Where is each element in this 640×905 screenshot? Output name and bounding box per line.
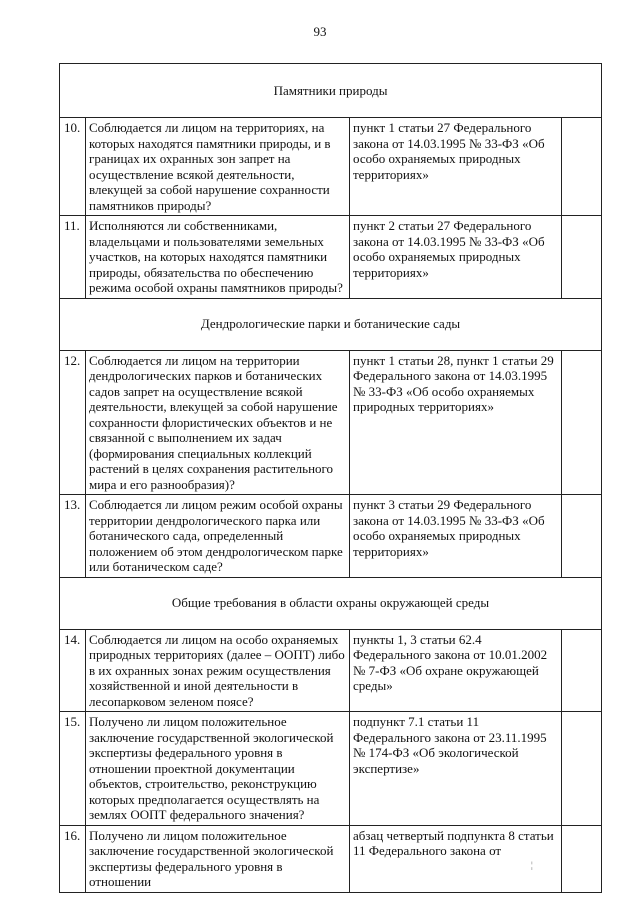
empty-cell bbox=[562, 216, 602, 299]
row-number: 12. bbox=[60, 350, 86, 495]
requirement-question: Соблюдается ли лицом на территориях, на которых находятся памятники природы, и в границах их охранных зон запрет на осуществление всякой деятельности, влекущей за собой нарушение сохранности памятников природы? bbox=[86, 118, 350, 216]
legal-reference: пункт 3 статьи 29 Федерального закона от 14.03.1995 № 33-ФЗ «Об особо охраняемых природных территориях» bbox=[350, 495, 562, 578]
legal-reference: пункт 2 статьи 27 Федерального закона от 14.03.1995 № 33-ФЗ «Об особо охраняемых природных территориях» bbox=[350, 216, 562, 299]
inspection-checklist-table bbox=[59, 63, 602, 893]
requirement-question: Соблюдается ли лицом режим особой охраны территории дендрологического парка или ботанического сада, определенный положением об этом дендрологическом парке или ботаническом саде? bbox=[86, 495, 350, 578]
legal-reference: подпункт 7.1 статьи 11 Федерального закона от 23.11.1995 № 174-ФЗ «Об экологической экспертизе» bbox=[350, 712, 562, 826]
requirement-question: Получено ли лицом положительное заключение государственной экологической экспертизы федерального уровня в отношении проектной документации объектов, строительство, реконструкцию которых предполагается осуществлять на землях ООПТ федерального значения? bbox=[86, 712, 350, 826]
row-number: 13. bbox=[60, 495, 86, 578]
section-header-row bbox=[60, 64, 602, 118]
requirement-question: Соблюдается ли лицом на территории дендрологических парков и ботанических садов запрет на осуществление всякой деятельности, влекущей за собой нарушение сохранности флористических объектов и не связанной с выполнением их задач (формирования специальных коллекций растений в целях сохранения растительного мира и его разнообразия)? bbox=[86, 350, 350, 495]
empty-cell bbox=[562, 350, 602, 495]
row-number: 11. bbox=[60, 216, 86, 299]
section-heading: Памятники природы bbox=[60, 64, 602, 118]
empty-cell bbox=[562, 825, 602, 892]
section-heading: Дендрологические парки и ботанические сады bbox=[60, 298, 602, 350]
legal-reference: пункт 1 статьи 27 Федерального закона от 14.03.1995 № 33-ФЗ «Об особо охраняемых природных территориях» bbox=[350, 118, 562, 216]
section-header-row bbox=[60, 298, 602, 350]
legal-reference: пункты 1, 3 статьи 62.4 Федерального закона от 10.01.2002 № 7-ФЗ «Об охране окружающей среды» bbox=[350, 629, 562, 712]
empty-cell bbox=[562, 712, 602, 826]
legal-reference: абзац четвертый подпункта 8 статьи 11 Федерального закона от bbox=[350, 825, 562, 892]
section-header-row bbox=[60, 577, 602, 629]
requirement-question: Соблюдается ли лицом на особо охраняемых природных территориях (далее – ООПТ) либо в их охранных зонах режим осуществления хозяйственной и иной деятельности в лесопарковом зеленом поясе? bbox=[86, 629, 350, 712]
section-heading: Общие требования в области охраны окружающей среды bbox=[60, 577, 602, 629]
page-number: 93 bbox=[313, 24, 327, 39]
table-row bbox=[60, 216, 602, 299]
scan-mark: ¦ bbox=[531, 860, 533, 870]
requirement-question: Исполняются ли собственниками, владельцами и пользователями земельных участков, на которых находятся памятники природы, обязательства по обеспечению режима особой охраны памятников природы? bbox=[86, 216, 350, 299]
empty-cell bbox=[562, 118, 602, 216]
table-row bbox=[60, 118, 602, 216]
empty-cell bbox=[562, 629, 602, 712]
row-number: 16. bbox=[60, 825, 86, 892]
table-row bbox=[60, 629, 602, 712]
table-row bbox=[60, 350, 602, 495]
empty-cell bbox=[562, 495, 602, 578]
legal-reference: пункт 1 статьи 28, пункт 1 статьи 29 Федерального закона от 14.03.1995 № 33-ФЗ «Об особо охраняемых природных территориях» bbox=[350, 350, 562, 495]
row-number: 10. bbox=[60, 118, 86, 216]
requirement-question: Получено ли лицом положительное заключение государственной экологической экспертизы федерального уровня в отношении bbox=[86, 825, 350, 892]
row-number: 14. bbox=[60, 629, 86, 712]
table-row bbox=[60, 825, 602, 892]
table-row bbox=[60, 495, 602, 578]
row-number: 15. bbox=[60, 712, 86, 826]
table-row bbox=[60, 712, 602, 826]
